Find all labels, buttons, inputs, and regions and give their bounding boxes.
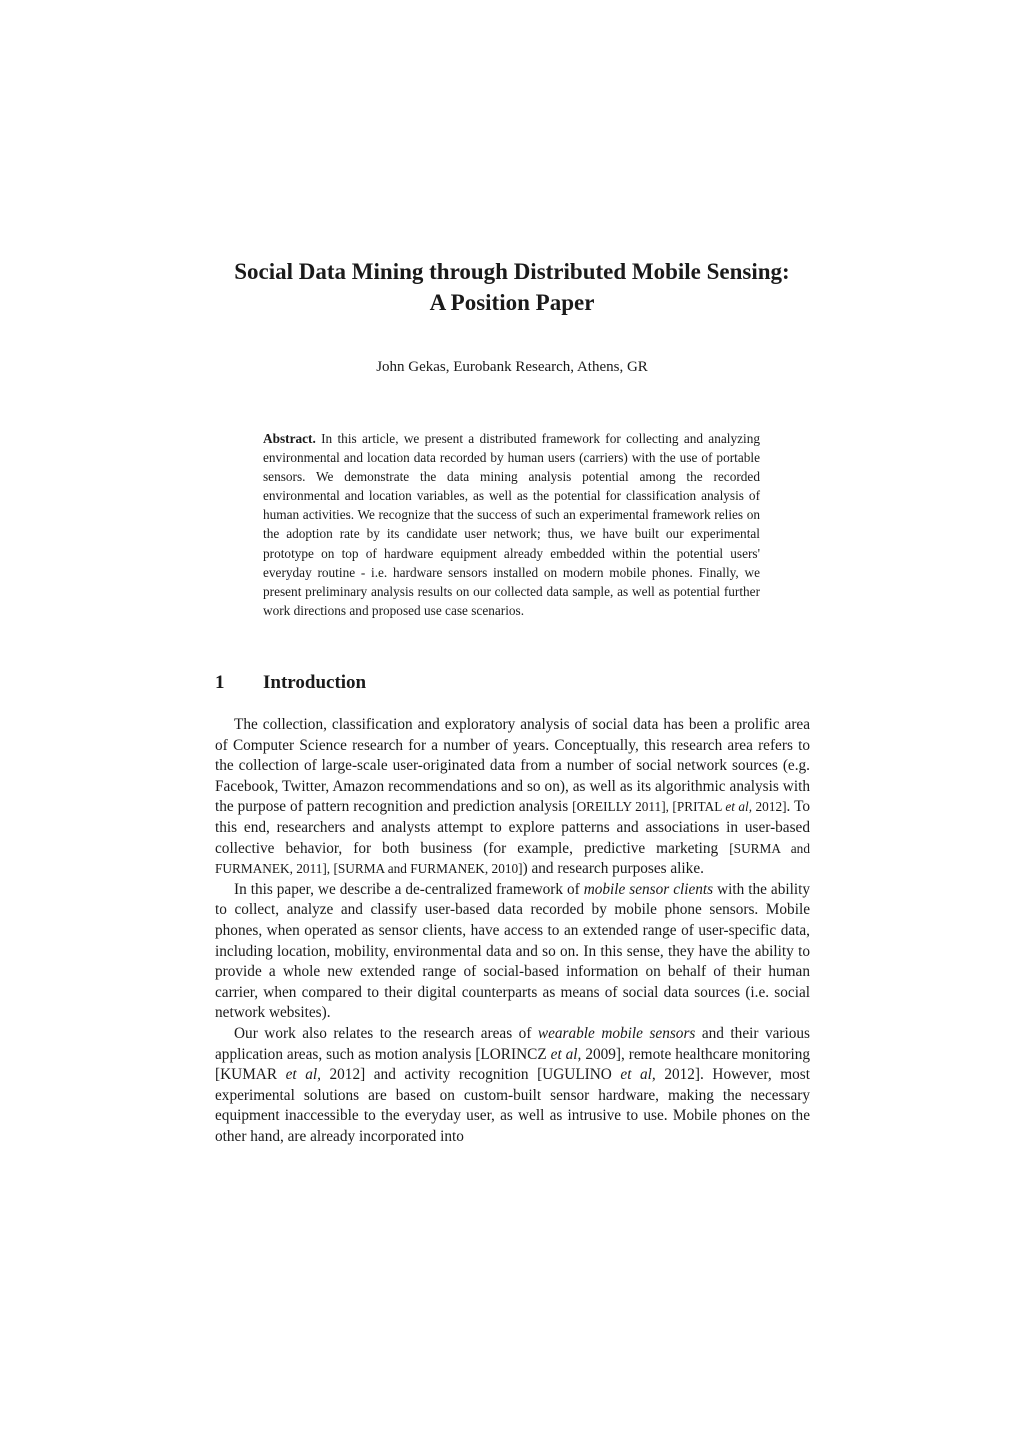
p3-emphasis-1: wearable mobile sensors <box>537 1024 696 1042</box>
p2-text-b: with the ability to collect, analyze and classify user-based data recorded by mobile phone sensors. Mobile phones, when operated as sensor clients, have access to an extended range of user-specific data, including location, mobility, environmental data and so on. In this sense, they have the ability to provide a whole new extended range of social-based information on behalf of their human carrier, when compared to their digital counterparts as means of social data sources (i.e. social network websites). <box>215 880 810 1022</box>
paragraph-1 <box>215 715 810 880</box>
section-number: 1 <box>215 672 225 693</box>
p2-text-a: In this paper, we describe a de-centralized framework of <box>234 880 584 898</box>
p3-text-d: 2012] and activity recognition [UGULINO <box>320 1066 621 1084</box>
p3-emphasis-3: et al, <box>285 1066 321 1084</box>
title-line-1: Social Data Mining through Distributed Mobile Sensing: <box>234 259 790 284</box>
citation-1 <box>572 799 786 814</box>
author-line: John Gekas, Eurobank Research, Athens, GR <box>376 359 648 375</box>
paper-title <box>0 256 1024 318</box>
p1-text-c: ) and research purposes alike. <box>522 860 704 878</box>
p3-text-c: 2009], remote healthcare monitoring [KUMAR <box>215 1045 810 1084</box>
abstract-label: Abstract. <box>263 431 316 446</box>
citation-1-text: [OREILLY 2011], [PRITAL <box>572 799 726 815</box>
paragraph-3 <box>215 1024 810 1148</box>
p3-text-b: and their various application areas, such as motion analysis [LORINCZ <box>215 1024 810 1063</box>
paragraph-2 <box>215 880 810 1024</box>
citation-2: [SURMA and FURMANEK, 2011], [SURMA and FURMANEK, 2010] <box>215 840 810 877</box>
section-title: Introduction <box>263 672 367 693</box>
citation-1-etal: et al, <box>725 799 753 815</box>
citation-1-end: 2012] <box>752 799 787 815</box>
p3-text-e: 2012]. However, most experimental solutions are based on custom-built sensor hardware, making the necessary equipment inaccessible to the everyday user, as well as intrusive to use. Mobile phones on the other hand, are already incorporated into <box>215 1066 810 1145</box>
p3-emphasis-4: et al, <box>620 1066 656 1084</box>
p3-text-a: Our work also relates to the research areas of <box>234 1024 538 1042</box>
section-heading <box>215 671 815 695</box>
p1-text-a: The collection, classification and exploratory analysis of social data has been a prolific area of Computer Science research for a number of years. Conceptually, this research area refers to the collection of large-scale user-originated data from a number of social network sources (e.g. Facebook, Twitter, Amazon recommendations and so on), as well as its algorithmic analysis with the purpose of pattern recognition and prediction analysis <box>215 716 810 816</box>
body-text <box>215 715 810 1147</box>
abstract <box>263 429 760 620</box>
title-line-2: A Position Paper <box>429 290 595 315</box>
p3-emphasis-2: et al, <box>550 1045 582 1063</box>
p1-text-b: . To this end, researchers and analysts attempt to explore patterns and associations in user-based collective behavior, for both business (for example, predictive marketing <box>215 798 810 857</box>
abstract-text: In this article, we present a distributed framework for collecting and analyzing environmental and location data recorded by human users (carriers) with the use of portable sensors. We demonstrate the data mining analysis potential among the recorded environmental and location variables, as well as the potential for classification analysis of human activities. We recognize that the success of such an experimental framework relies on the adoption rate by its candidate user network; thus, we have built our experimental prototype on top of hardware equipment already embedded within the potential users' everyday routine - i.e. hardware sensors installed on modern mobile phones. Finally, we present preliminary analysis results on our collected data sample, as well as potential further work directions and proposed use case scenarios. <box>263 431 760 618</box>
p2-emphasis: mobile sensor clients <box>583 880 714 898</box>
